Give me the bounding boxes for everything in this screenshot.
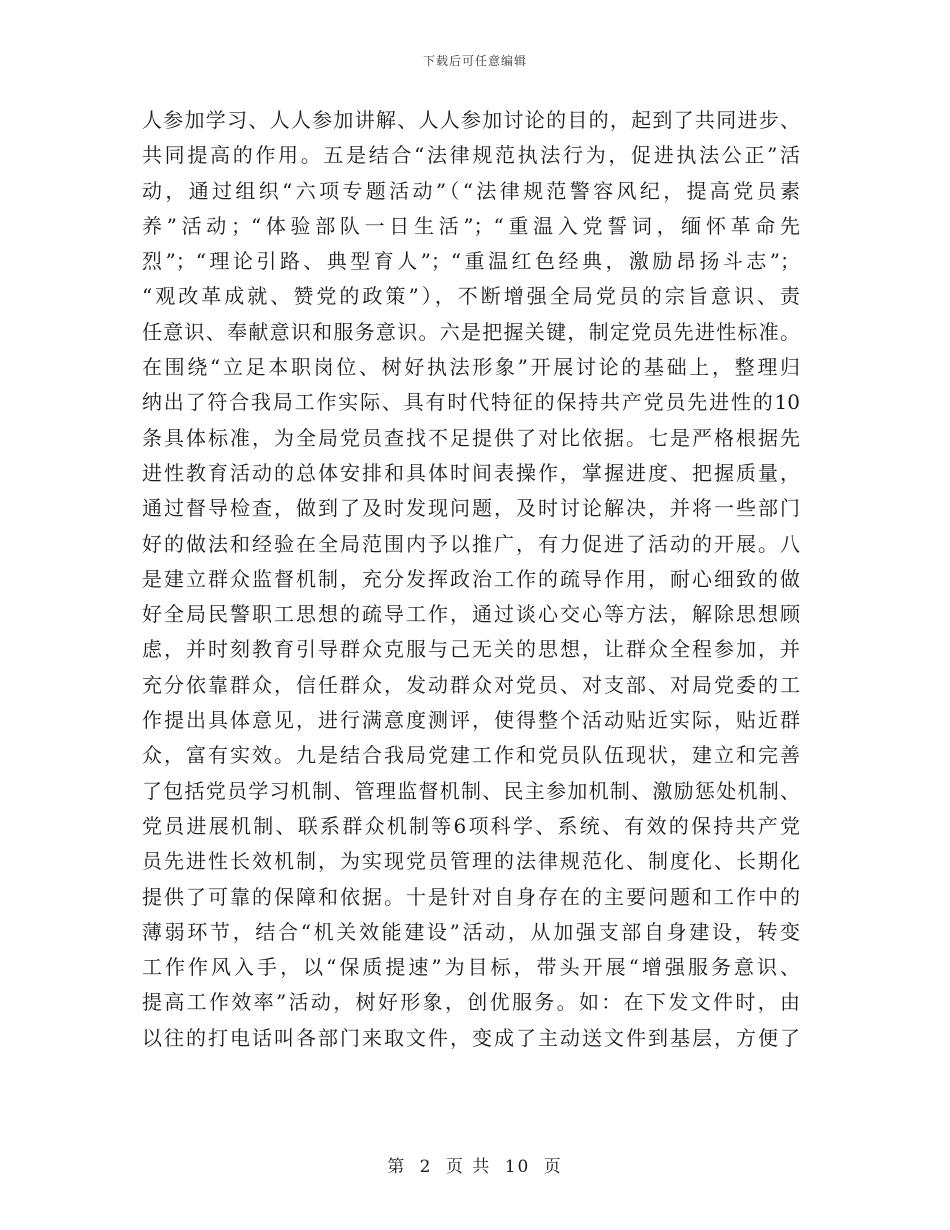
text-line: 好全局民警职工思想的疏导工作，通过谈心交心等方法，解除思想顾 bbox=[142, 602, 800, 627]
text-line: 人参加学习、人人参加讲解、人人参加讨论的目的，起到了共同进步、 bbox=[142, 108, 800, 132]
text-line: 动，通过组织“六项专题活动”（“法律规范警容风纪，提高党员素 bbox=[142, 178, 800, 203]
current-page-number: 2 bbox=[419, 1157, 433, 1177]
text-line: 养”活动；“体验部队一日生活”；“重温入党誓词，缅怀革命先 bbox=[142, 213, 800, 238]
page-header-note: 下载后可任意编辑 bbox=[422, 54, 527, 68]
text-line: 共同提高的作用。五是结合“法律规范执法行为，促进执法公正”活 bbox=[142, 143, 800, 168]
text-line: 员先进性长效机制，为实现党员管理的法律规范化、制度化、长期化 bbox=[142, 849, 800, 874]
text-line: 以往的打电话叫各部门来取文件，变成了主动送文件到基层，方便了 bbox=[142, 1025, 800, 1050]
footer-middle: 页 共 bbox=[445, 1157, 492, 1177]
footer-prefix: 第 bbox=[387, 1157, 407, 1177]
text-line: 工作作风入手，以“保质提速”为目标，带头开展“增强服务意识、 bbox=[142, 955, 800, 980]
text-line: 好的做法和经验在全局范围内予以推广，有力促进了活动的开展。八 bbox=[142, 531, 800, 556]
text-line: 通过督导检查，做到了及时发现问题，及时讨论解决，并将一些部门 bbox=[142, 496, 800, 521]
document-body bbox=[142, 103, 800, 1056]
text-line: 进性教育活动的总体安排和具体时间表操作，掌握进度、把握质量， bbox=[142, 460, 800, 485]
footer-suffix: 页 bbox=[543, 1157, 563, 1177]
text-line: 众，富有实效。九是结合我局党建工作和党员队伍现状，建立和完善 bbox=[142, 743, 800, 768]
text-line: 提供了可靠的保障和依据。十是针对自身存在的主要问题和工作中的 bbox=[142, 884, 800, 909]
text-line: 了包括党员学习机制、管理监督机制、民主参加机制、激励惩处机制、 bbox=[142, 778, 800, 803]
text-line: 党员进展机制、联系群众机制等6项科学、系统、有效的保持共产党 bbox=[142, 813, 800, 838]
text-line: 提高工作效率”活动，树好形象，创优服务。如：在下发文件时，由 bbox=[142, 990, 800, 1015]
text-line: 条具体标准，为全局党员查找不足提供了对比依据。七是严格根据先 bbox=[142, 425, 800, 450]
text-line: 充分依靠群众，信任群众，发动群众对党员、对支部、对局党委的工 bbox=[142, 672, 800, 697]
text-line: 纳出了符合我局工作实际、具有时代特征的保持共产党员先进性的10 bbox=[142, 390, 800, 415]
text-line: 虑，并时刻教育引导群众克服与己无关的思想，让群众全程参加，并 bbox=[142, 637, 800, 662]
text-line: 任意识、奉献意识和服务意识。六是把握关键，制定党员先进性标准。 bbox=[142, 319, 800, 344]
total-pages-number: 10 bbox=[504, 1157, 531, 1177]
page-footer bbox=[0, 1152, 950, 1177]
text-line: 作提出具体意见，进行满意度测评，使得整个活动贴近实际，贴近群 bbox=[142, 708, 800, 733]
text-line: 是建立群众监督机制，充分发挥政治工作的疏导作用，耐心细致的做 bbox=[142, 566, 800, 591]
text-line: “观改革成就、赞党的政策”），不断增强全局党员的宗旨意识、责 bbox=[142, 284, 800, 309]
text-line: 薄弱环节，结合“机关效能建设”活动，从加强支部自身建设，转变 bbox=[142, 919, 800, 944]
text-line: 烈”；“理论引路、典型育人”；“重温红色经典，激励昂扬斗志”； bbox=[142, 249, 800, 274]
text-line: 在围绕“立足本职岗位、树好执法形象”开展讨论的基础上，整理归 bbox=[142, 355, 800, 380]
